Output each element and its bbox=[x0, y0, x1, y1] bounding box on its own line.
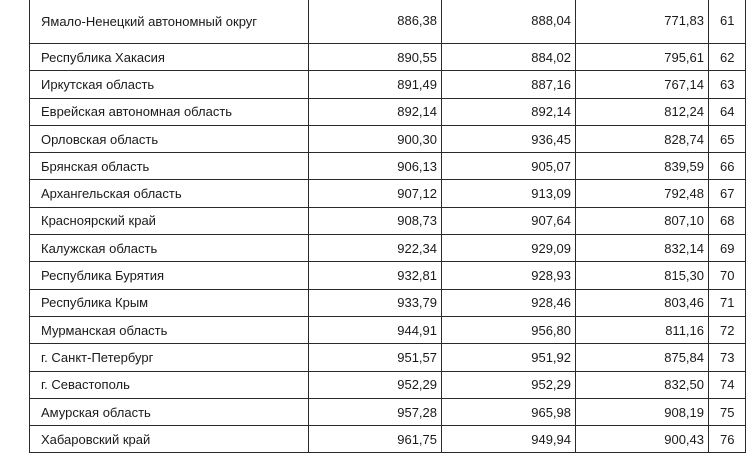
value-3-cell: 828,74 bbox=[576, 125, 709, 152]
value-3-cell: 803,46 bbox=[576, 289, 709, 316]
region-name-cell: Ямало-Ненецкий автономный округ bbox=[30, 0, 309, 44]
table-row bbox=[30, 316, 746, 343]
table-row bbox=[30, 371, 746, 398]
regions-table bbox=[29, 0, 746, 453]
region-name-cell: Республика Бурятия bbox=[30, 262, 309, 289]
value-2-cell: 949,94 bbox=[442, 426, 576, 453]
value-3-cell: 839,59 bbox=[576, 153, 709, 180]
table-row bbox=[30, 125, 746, 152]
table-row bbox=[30, 262, 746, 289]
value-3-cell: 807,10 bbox=[576, 207, 709, 234]
value-2-cell: 884,02 bbox=[442, 44, 576, 71]
region-name-cell: Красноярский край bbox=[30, 207, 309, 234]
region-name-cell: Орловская область bbox=[30, 125, 309, 152]
value-3-cell: 832,50 bbox=[576, 371, 709, 398]
rank-cell: 67 bbox=[709, 180, 746, 207]
value-2-cell: 936,45 bbox=[442, 125, 576, 152]
value-1-cell: 932,81 bbox=[309, 262, 442, 289]
region-name-cell: г. Санкт-Петербург bbox=[30, 344, 309, 371]
value-1-cell: 951,57 bbox=[309, 344, 442, 371]
table-row bbox=[30, 289, 746, 316]
table-row bbox=[30, 207, 746, 234]
table-row bbox=[30, 44, 746, 71]
region-name-cell: Иркутская область bbox=[30, 71, 309, 98]
value-2-cell: 888,04 bbox=[442, 0, 576, 44]
value-3-cell: 812,24 bbox=[576, 98, 709, 125]
value-2-cell: 956,80 bbox=[442, 316, 576, 343]
table-row bbox=[30, 71, 746, 98]
table-row bbox=[30, 153, 746, 180]
value-3-cell: 792,48 bbox=[576, 180, 709, 207]
rank-cell: 75 bbox=[709, 398, 746, 425]
rank-cell: 72 bbox=[709, 316, 746, 343]
region-name-cell: Амурская область bbox=[30, 398, 309, 425]
value-2-cell: 892,14 bbox=[442, 98, 576, 125]
region-name-cell: Калужская область bbox=[30, 235, 309, 262]
value-2-cell: 929,09 bbox=[442, 235, 576, 262]
region-name-cell: Мурманская область bbox=[30, 316, 309, 343]
table-row bbox=[30, 398, 746, 425]
value-2-cell: 887,16 bbox=[442, 71, 576, 98]
value-1-cell: 957,28 bbox=[309, 398, 442, 425]
table-row bbox=[30, 98, 746, 125]
value-3-cell: 900,43 bbox=[576, 426, 709, 453]
value-3-cell: 771,83 bbox=[576, 0, 709, 44]
value-2-cell: 905,07 bbox=[442, 153, 576, 180]
table-row bbox=[30, 344, 746, 371]
value-1-cell: 933,79 bbox=[309, 289, 442, 316]
rank-cell: 71 bbox=[709, 289, 746, 316]
table-row bbox=[30, 426, 746, 453]
region-name-cell: г. Севастополь bbox=[30, 371, 309, 398]
value-3-cell: 908,19 bbox=[576, 398, 709, 425]
rank-cell: 66 bbox=[709, 153, 746, 180]
rank-cell: 64 bbox=[709, 98, 746, 125]
region-name-cell: Хабаровский край bbox=[30, 426, 309, 453]
value-3-cell: 811,16 bbox=[576, 316, 709, 343]
rank-cell: 69 bbox=[709, 235, 746, 262]
value-1-cell: 892,14 bbox=[309, 98, 442, 125]
value-1-cell: 922,34 bbox=[309, 235, 442, 262]
value-2-cell: 928,46 bbox=[442, 289, 576, 316]
value-2-cell: 928,93 bbox=[442, 262, 576, 289]
region-name-cell: Республика Крым bbox=[30, 289, 309, 316]
value-1-cell: 961,75 bbox=[309, 426, 442, 453]
value-1-cell: 886,38 bbox=[309, 0, 442, 44]
value-1-cell: 952,29 bbox=[309, 371, 442, 398]
value-2-cell: 907,64 bbox=[442, 207, 576, 234]
value-2-cell: 952,29 bbox=[442, 371, 576, 398]
region-name-cell: Брянская область bbox=[30, 153, 309, 180]
value-3-cell: 795,61 bbox=[576, 44, 709, 71]
value-1-cell: 906,13 bbox=[309, 153, 442, 180]
value-1-cell: 891,49 bbox=[309, 71, 442, 98]
value-3-cell: 832,14 bbox=[576, 235, 709, 262]
rank-cell: 62 bbox=[709, 44, 746, 71]
rank-cell: 74 bbox=[709, 371, 746, 398]
value-1-cell: 900,30 bbox=[309, 125, 442, 152]
value-2-cell: 951,92 bbox=[442, 344, 576, 371]
value-2-cell: 965,98 bbox=[442, 398, 576, 425]
rank-cell: 63 bbox=[709, 71, 746, 98]
rank-cell: 73 bbox=[709, 344, 746, 371]
value-3-cell: 815,30 bbox=[576, 262, 709, 289]
rank-cell: 68 bbox=[709, 207, 746, 234]
value-3-cell: 875,84 bbox=[576, 344, 709, 371]
value-1-cell: 890,55 bbox=[309, 44, 442, 71]
rank-cell: 61 bbox=[709, 0, 746, 44]
value-2-cell: 913,09 bbox=[442, 180, 576, 207]
region-name-cell: Республика Хакасия bbox=[30, 44, 309, 71]
rank-cell: 70 bbox=[709, 262, 746, 289]
region-name-cell: Архангельская область bbox=[30, 180, 309, 207]
value-1-cell: 907,12 bbox=[309, 180, 442, 207]
value-3-cell: 767,14 bbox=[576, 71, 709, 98]
table-row bbox=[30, 180, 746, 207]
rank-cell: 76 bbox=[709, 426, 746, 453]
region-name-cell: Еврейская автономная область bbox=[30, 98, 309, 125]
value-1-cell: 908,73 bbox=[309, 207, 442, 234]
rank-cell: 65 bbox=[709, 125, 746, 152]
table-row bbox=[30, 0, 746, 44]
value-1-cell: 944,91 bbox=[309, 316, 442, 343]
table-row bbox=[30, 235, 746, 262]
